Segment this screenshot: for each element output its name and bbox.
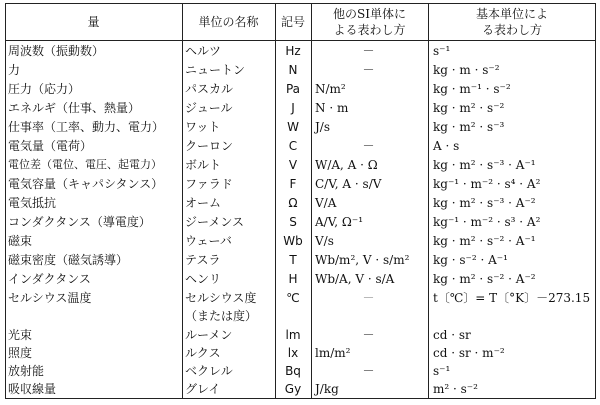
other-si-cell: V/A <box>315 196 337 210</box>
header-quantity: 量 <box>87 14 100 29</box>
unit-name-cell: ファラド <box>185 177 233 191</box>
symbol-cell: S <box>289 215 297 229</box>
symbol-cell: H <box>288 272 298 286</box>
base-units-cell: m² · s⁻² <box>433 382 478 396</box>
symbol-cell: lx <box>287 346 299 360</box>
quantity-cell: 光束 <box>8 328 33 342</box>
symbol-cell: Hz <box>285 44 301 58</box>
quantity-cell: セルシウス温度 <box>8 291 92 305</box>
other-si-cell: A/V, Ω⁻¹ <box>315 215 363 229</box>
other-si-cell: J/s <box>315 120 331 134</box>
unit-name-cell: クーロン <box>185 139 234 153</box>
quantity-cell: エネルギ（仕事、熱量） <box>8 101 141 115</box>
base-units-cell: cd · sr <box>433 328 471 342</box>
quantity-cell: 磁束 <box>8 234 33 248</box>
symbol-cell: W <box>287 120 299 134</box>
quantity-cell: 照度 <box>8 346 33 360</box>
si-units-table <box>5 3 596 399</box>
symbol-cell: F <box>289 177 297 191</box>
base-units-cell: kg · m² · s⁻³ · A⁻² <box>433 196 536 210</box>
unit-name-note: （または度） <box>185 309 258 323</box>
base-units-cell: kg · m² · s⁻² · A⁻² <box>433 272 536 286</box>
quantity-cell: 放射能 <box>8 364 45 378</box>
other-si-cell: V/s <box>315 234 334 248</box>
quantity-cell: コンダクタンス（導電度） <box>8 215 151 229</box>
symbol-cell: T <box>289 253 297 267</box>
other-si-cell: J/kg <box>315 382 339 396</box>
unit-name-cell: ルーメン <box>185 328 233 342</box>
symbol-cell: N <box>288 63 298 77</box>
base-units-cell: cd · sr · m⁻² <box>433 346 505 360</box>
unit-name-cell: グレイ <box>185 382 221 396</box>
header-other-si: 他のSI単体に よる表わし方 <box>333 6 406 37</box>
unit-name-cell: セルシウス度 <box>185 291 257 305</box>
symbol-cell: lm <box>285 328 301 342</box>
base-units-cell: t〔℃〕= T〔°K〕－273.15 <box>433 291 591 305</box>
symbol-cell: C <box>288 139 298 153</box>
quantity-cell: 吸収線量 <box>8 382 57 396</box>
quantity-cell: インダクタンス <box>8 272 91 286</box>
header-divider <box>5 40 596 41</box>
unit-name-cell: ジュール <box>185 101 233 115</box>
column-divider <box>311 3 312 399</box>
header-symbol: 記号 <box>280 14 305 29</box>
unit-name-cell: ルクス <box>185 346 221 360</box>
unit-name-cell: ニュートン <box>185 63 246 77</box>
unit-name-cell: パスカル <box>185 82 234 96</box>
other-si-cell: lm/m² <box>315 346 351 360</box>
base-units-cell: kg⁻¹ · m⁻² · s³ · A² <box>433 215 541 229</box>
unit-name-cell: ジーメンス <box>185 215 245 229</box>
unit-name-cell: ベクレル <box>185 364 233 378</box>
symbol-cell: Pa <box>285 82 301 96</box>
base-units-cell: kg · m² · s⁻³ · A⁻¹ <box>433 158 536 172</box>
quantity-cell: 電気抵抗 <box>8 196 57 210</box>
other-si-cell: － <box>362 364 375 378</box>
quantity-cell: 圧力（応力） <box>8 82 81 96</box>
unit-name-cell: ヘンリ <box>185 272 222 286</box>
base-units-cell: kg · m² · s⁻² <box>433 101 505 115</box>
base-units-cell: kg · m · s⁻² <box>433 63 500 77</box>
quantity-cell: 力 <box>8 63 21 77</box>
unit-name-cell: ボルト <box>185 158 222 172</box>
quantity-cell: 電位差（電位、電圧、起電力） <box>8 158 162 171</box>
other-si-cell: － <box>362 291 375 305</box>
unit-name-cell: ヘルツ <box>185 44 222 58</box>
other-si-cell: Wb/m², V · s/m² <box>315 253 410 267</box>
quantity-cell: 電気容量（キャパシタンス） <box>8 177 164 191</box>
symbol-cell: V <box>288 158 298 172</box>
unit-name-cell: ワット <box>185 120 221 134</box>
other-si-cell: － <box>362 44 375 58</box>
base-units-cell: kg · m⁻¹ · s⁻² <box>433 82 511 96</box>
other-si-cell: N · m <box>315 101 349 115</box>
base-units-cell: A · s <box>433 139 460 153</box>
header-unit-name: 単位の名称 <box>198 14 259 29</box>
other-si-cell: － <box>362 139 375 153</box>
symbol-cell: Bq <box>285 364 301 378</box>
base-units-cell: s⁻¹ <box>433 44 451 58</box>
quantity-cell: 電気量（電荷） <box>8 139 93 153</box>
other-si-cell: W/A, A · Ω <box>315 158 378 172</box>
unit-name-cell: オーム <box>185 196 222 210</box>
other-si-cell: C/V, A · s/V <box>315 177 382 191</box>
base-units-cell: kg · m² · s⁻² · A⁻¹ <box>433 234 536 248</box>
other-si-cell: － <box>362 63 375 77</box>
other-si-cell: N/m² <box>315 82 346 96</box>
unit-name-cell: ウェーバ <box>185 234 232 248</box>
base-units-cell: kg⁻¹ · m⁻² · s⁴ · A² <box>433 177 541 191</box>
quantity-cell: 周波数（振動数） <box>8 44 105 58</box>
symbol-cell: J <box>291 101 295 115</box>
base-units-cell: kg · s⁻² · A⁻¹ <box>433 253 508 267</box>
symbol-cell: Gy <box>284 382 302 396</box>
header-base-units: 基本単位によ る表わし方 <box>475 6 548 37</box>
symbol-cell: ℃ <box>286 291 300 305</box>
quantity-cell: 仕事率（工率、動力、電力） <box>8 120 165 134</box>
other-si-cell: Wb/A, V · s/A <box>315 272 395 286</box>
symbol-cell: Ω <box>288 196 298 210</box>
base-units-cell: s⁻¹ <box>433 364 451 378</box>
symbol-cell: Wb <box>283 234 303 248</box>
column-divider <box>428 3 429 399</box>
unit-name-cell: テスラ <box>185 253 221 267</box>
other-si-cell: － <box>362 328 375 342</box>
column-divider <box>182 3 183 399</box>
quantity-cell: 磁束密度（磁気誘導） <box>8 253 129 267</box>
base-units-cell: kg · m² · s⁻³ <box>433 120 505 134</box>
